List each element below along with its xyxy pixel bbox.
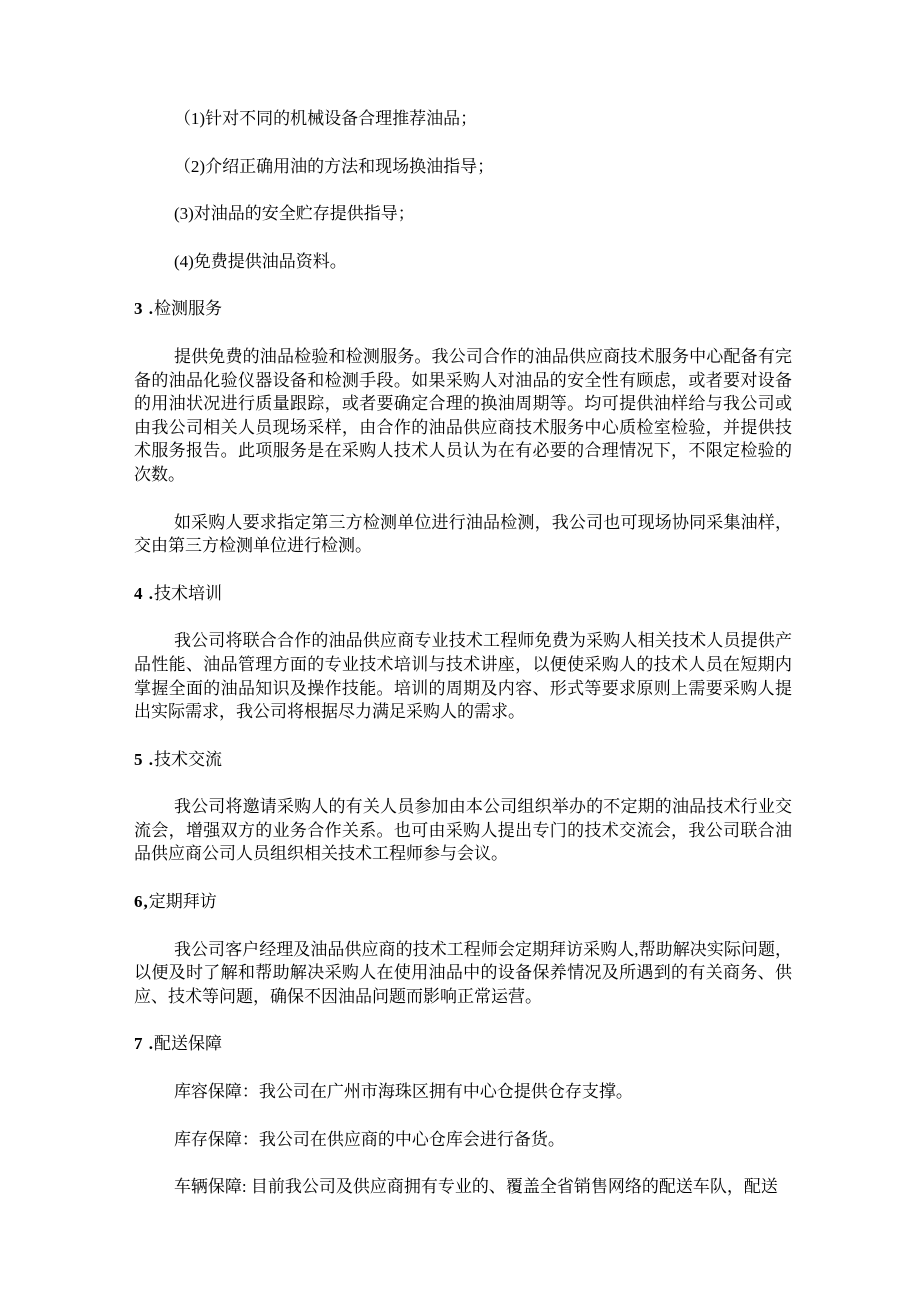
paragraph: 我公司将邀请采购人的有关人员参加由本公司组织举办的不定期的油品技术行业交流会，增强双方的业务合作关系。也可由采购人提出专门的技术交流会，我公司联合油品供应商公司人员组织相关技术工程师参与会议。 [134,797,792,864]
section-heading-6 [134,890,792,914]
paragraph-vehicle-guarantee: 车辆保障: 目前我公司及供应商拥有专业的、覆盖全省销售网络的配送车队，配送 [173,1177,778,1197]
paragraph: 如采购人要求指定第三方检测单位进行油品检测，我公司也可现场协同采集油样，交由第三方检测单位进行检测。 [134,512,792,556]
list-item-1: （1)针对不同的机械设备合理推荐油品； [173,109,478,128]
section-title: 技术交流 [154,749,222,769]
section-heading-5 [134,748,792,772]
section-number: 3 . [134,299,154,319]
section-number: 7 . [134,1034,154,1054]
section-delivery-guarantee [134,1032,792,1198]
list-item-4: (4)免费提供油品资料。 [173,251,347,271]
section-heading-7 [134,1032,792,1056]
section-testing-service [134,297,792,557]
section-heading-4 [134,582,792,606]
section-number: 4 . [134,583,154,603]
section-title: 配送保障 [154,1034,222,1054]
section-number: 5 . [134,749,154,769]
list-item-2: （2)介绍正确用油的方法和现场换油指导； [173,156,495,176]
section-title: 定期拜访 [148,892,217,912]
list-item-3: (3)对油品的安全贮存提供指导； [173,204,415,224]
paragraph: 我公司客户经理及油品供应商的技术工程师会定期拜访采购人,帮助解决实际问题，以便及时了解和帮助解决采购人在使用油品中的设备保养情况及所遇到的有关商务、供应、技术等问题，确保不因油品问题而影响正常运营。 [134,939,792,1006]
paragraph: 我公司将联合合作的油品供应商专业技术工程师免费为采购人相关技术人员提供产品性能、油品管理方面的专业技术培训与技术讲座，以便使采购人的技术人员在短期内掌握全面的油品知识及操作技能。培训的周期及内容、形式等要求原则上需要采购人提出实际需求，我公司将根据尽力满足采购人的需求。 [134,631,792,722]
section-title: 检测服务 [154,299,222,319]
section-technical-exchange [134,748,792,866]
free-service-list [134,107,792,273]
section-heading-3 [134,297,792,321]
section-number: 6, [134,892,149,912]
section-regular-visits [134,890,792,1008]
section-title: 技术培训 [154,583,222,603]
section-technical-training [134,582,792,724]
paragraph: 提供免费的油品检验和检测服务。我公司合作的油品供应商技术服务中心配备有完备的油品化验仪器设备和检测手段。如果采购人对油品的安全性有顾虑，或者要对设备的用油状况进行质量跟踪，或者要确定合理的换油周期等。均可提供油样给与我公司或由我公司相关人员现场采样，由合作的油品供应商技术服务中心质检室检验，并提供技术服务报告。此项服务是在采购人技术人员认为在有必要的合理情况下，不限定检验的次数。 [134,346,792,484]
paragraph-stock-guarantee: 库存保障：我公司在供应商的中心仓库会进行备货。 [173,1129,565,1149]
paragraph-warehouse-capacity: 库容保障：我公司在广州市海珠区拥有中心仓提供仓存支撑。 [173,1082,633,1102]
